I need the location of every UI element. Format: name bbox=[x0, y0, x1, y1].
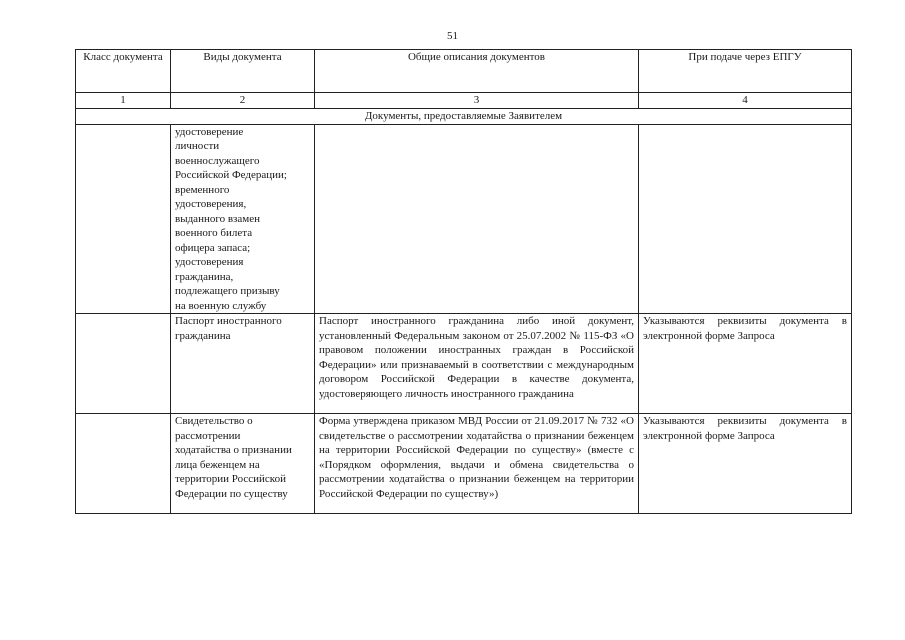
cell-description: Паспорт иностранного гражданина либо иной документ, установленный Федеральным законом от 25.07.2002 № 115-ФЗ «О правовом положении иностранных граждан в Российской Федерации» или признаваемый в соответствии с международным договором Российской Федерации в качестве документа, удостоверяющего личность иностранного гражданина bbox=[315, 314, 639, 414]
cell-type: Паспорт иностранного гражданина bbox=[171, 314, 315, 414]
cell-class bbox=[76, 414, 171, 514]
column-number: 3 bbox=[315, 93, 639, 109]
column-number: 1 bbox=[76, 93, 171, 109]
page-number: 51 bbox=[447, 30, 458, 42]
cell-description bbox=[315, 124, 639, 314]
header-epgu-submission: При подаче через ЕПГУ bbox=[639, 50, 852, 93]
header-document-class: Класс документа bbox=[76, 50, 171, 93]
cell-epgu: Указываются реквизиты документа в электронной форме Запроса bbox=[639, 314, 852, 414]
cell-epgu: Указываются реквизиты документа в электронной форме Запроса bbox=[639, 414, 852, 514]
cell-type: удостоверение личности военнослужащего Российской Федерации; временного удостоверения, выданного взамен военного билета офицера запаса; удостоверения гражданина, подлежащего призыву на военную службу bbox=[171, 124, 315, 314]
column-numbers-row bbox=[76, 93, 852, 109]
column-number: 2 bbox=[171, 93, 315, 109]
cell-description: Форма утверждена приказом МВД России от 21.09.2017 № 732 «О свидетельстве о рассмотрении ходатайства о признании беженцем на территории Российской Федерации по существу» (вместе с «Порядком оформления, выдачи и обмена свидетельства о рассмотрении ходатайства о признании беженцем на территории Российской Федерации по существу») bbox=[315, 414, 639, 514]
documents-table bbox=[75, 49, 852, 514]
section-row bbox=[76, 108, 852, 124]
cell-class bbox=[76, 124, 171, 314]
table-row bbox=[76, 124, 852, 314]
header-row bbox=[76, 50, 852, 93]
column-number: 4 bbox=[639, 93, 852, 109]
cell-epgu bbox=[639, 124, 852, 314]
cell-class bbox=[76, 314, 171, 414]
section-title: Документы, предоставляемые Заявителем bbox=[76, 108, 852, 124]
cell-type: Свидетельство о рассмотрении ходатайства о признании лица беженцем на территории Российской Федерации по существу bbox=[171, 414, 315, 514]
header-document-types: Виды документа bbox=[171, 50, 315, 93]
table-row bbox=[76, 414, 852, 514]
header-document-descriptions: Общие описания документов bbox=[315, 50, 639, 93]
table-row bbox=[76, 314, 852, 414]
